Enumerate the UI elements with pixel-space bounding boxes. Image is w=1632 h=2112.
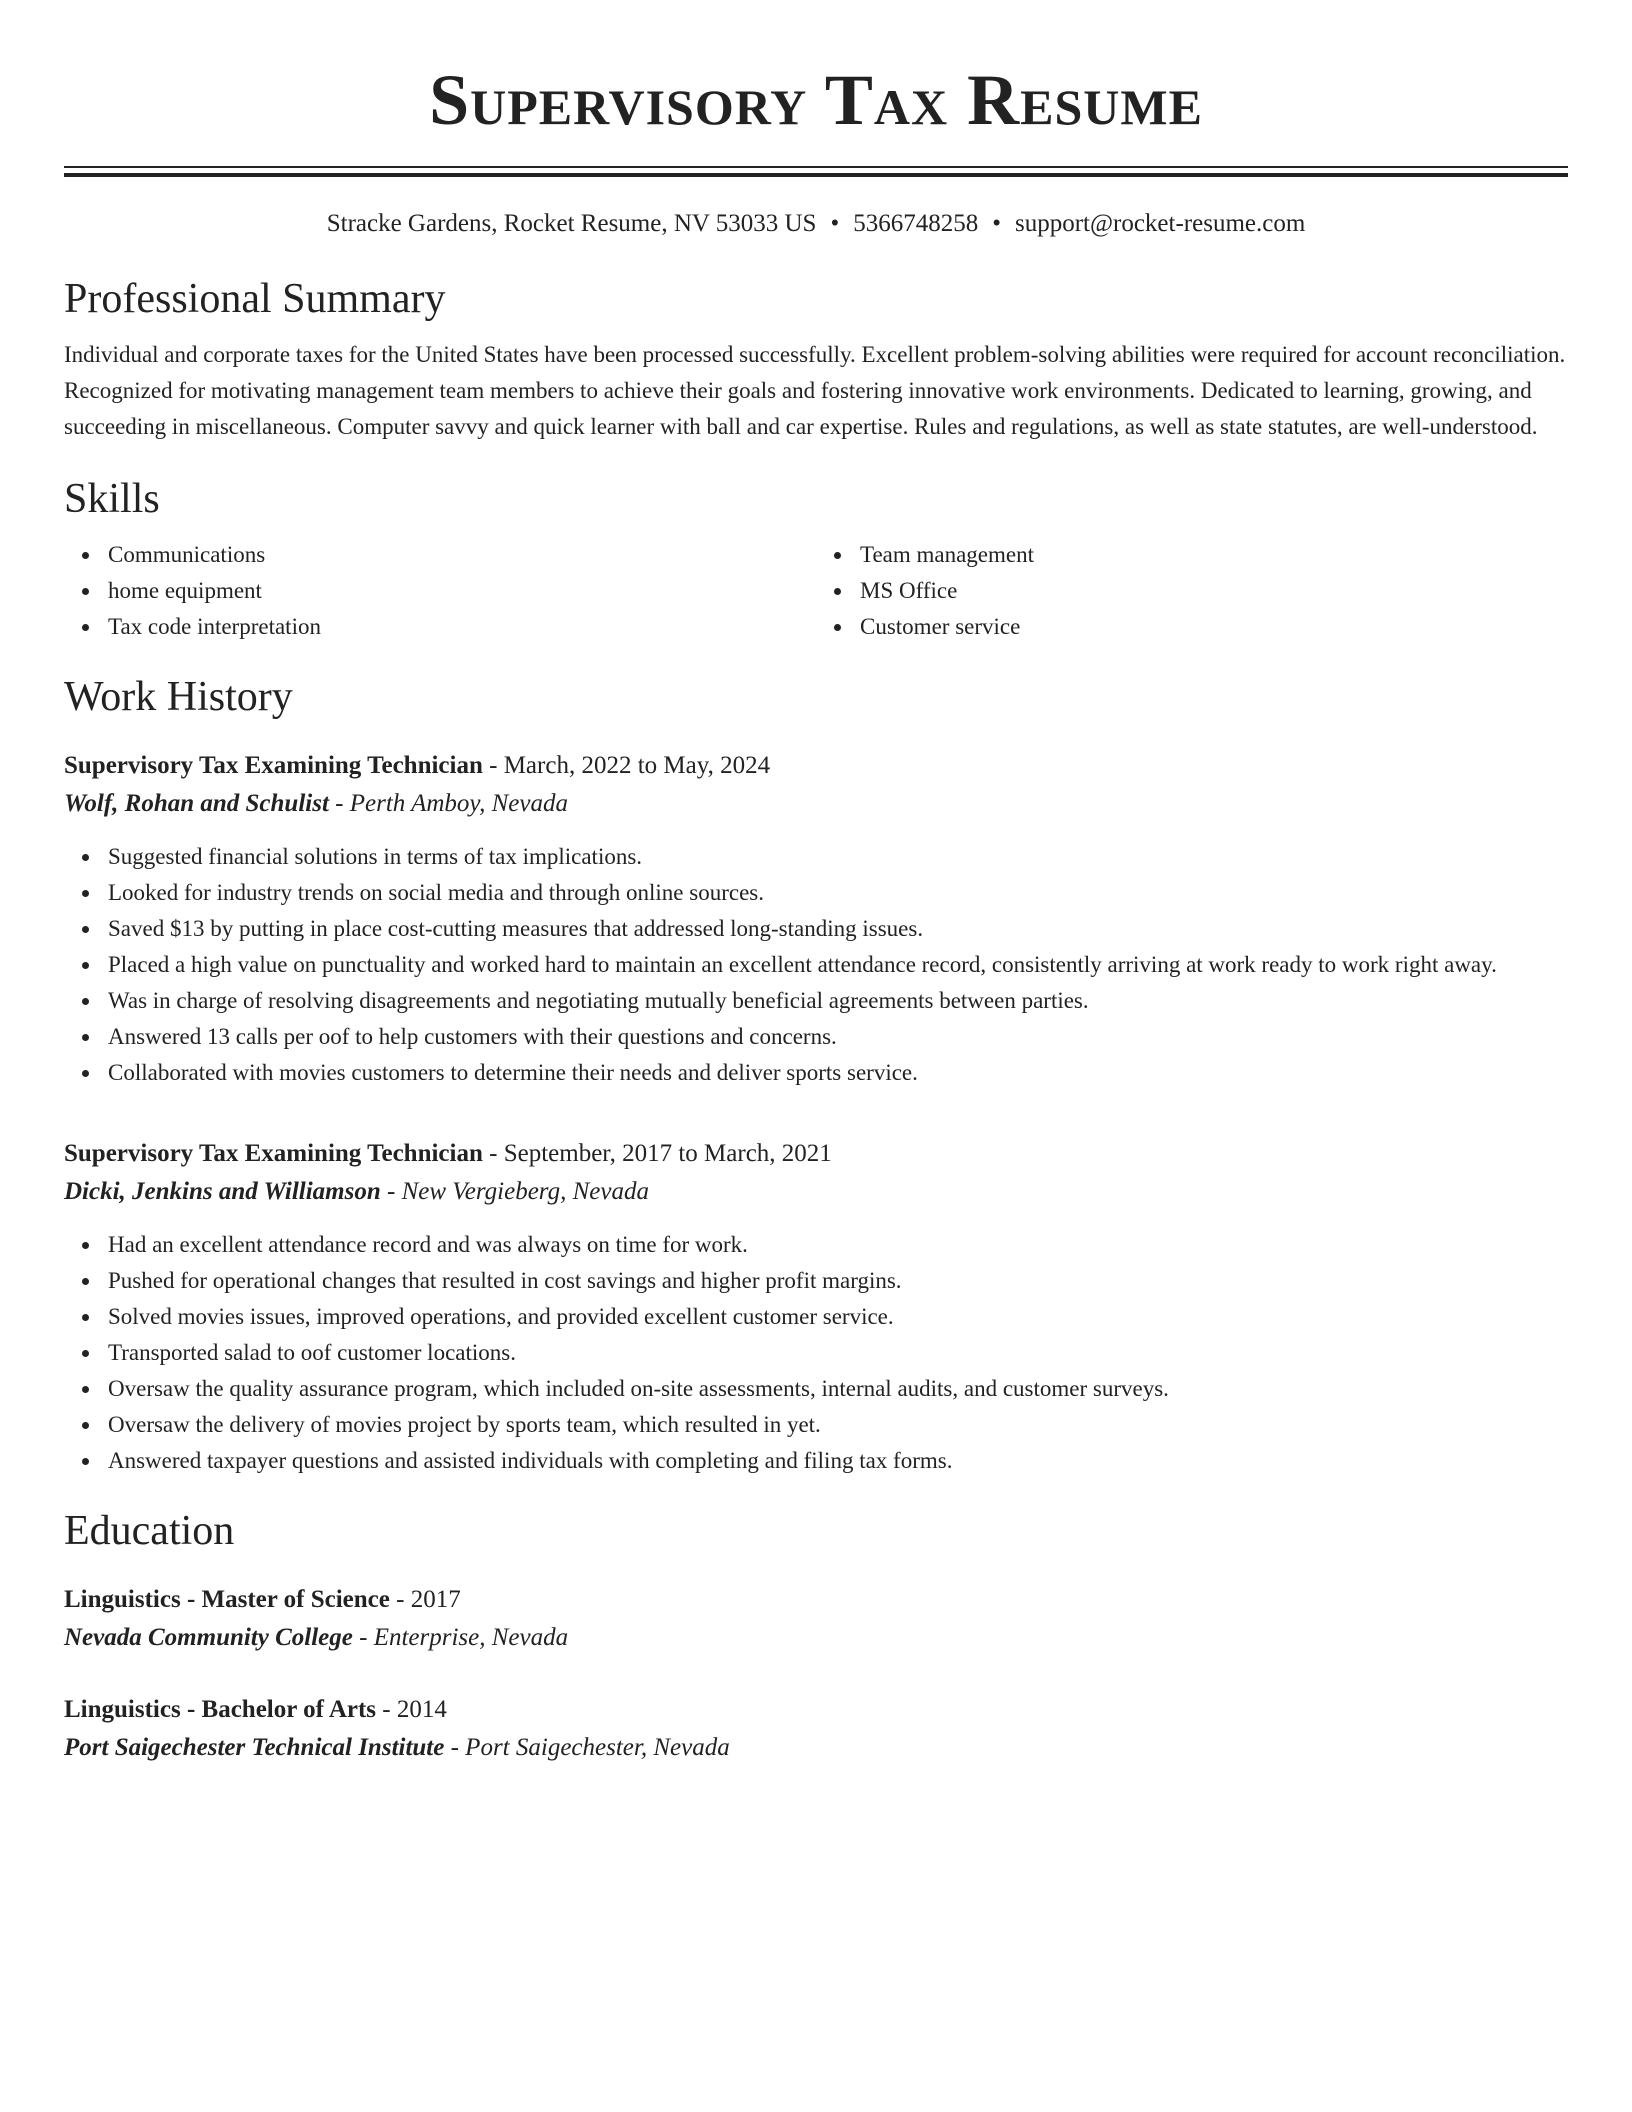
- skill-item: Customer service: [860, 609, 1568, 645]
- job-bullet: Answered taxpayer questions and assisted individuals with completing and filing tax forms.: [108, 1443, 1568, 1479]
- education-heading: Education: [64, 1508, 235, 1554]
- contact-line: [64, 207, 1568, 241]
- skill-item: Tax code interpretation: [108, 609, 816, 645]
- education-year: - 2017: [389, 1586, 461, 1613]
- job-entry: [64, 1135, 1568, 1479]
- job-title-line: [64, 747, 1568, 785]
- skills-heading: Skills: [64, 476, 160, 522]
- skill-item: MS Office: [860, 573, 1568, 609]
- education-entry: [64, 1581, 1568, 1657]
- skill-item: Communications: [108, 537, 816, 573]
- job-bullet: Oversaw the delivery of movies project by sports team, which resulted in yet.: [108, 1407, 1568, 1443]
- education-degree: Linguistics - Bachelor of Arts: [64, 1696, 377, 1723]
- skills-column-right: [816, 537, 1568, 645]
- contact-separator: •: [992, 210, 1001, 237]
- summary-text: Individual and corporate taxes for the United States have been processed successfully. Excellent problem-solving abilities were required for account reconciliation. Recognized for motivating management team members to achieve their goals and fostering innovative work environments. Dedicated to learning, growing, and succeeding in miscellaneous. Computer savvy and quick learner with ball and car expertise. Rules and regulations, as well as state statutes, are well-understood.: [64, 342, 1566, 439]
- job-bullet: Solved movies issues, improved operations, and provided excellent customer service.: [108, 1299, 1568, 1335]
- education-school-line: [64, 1619, 1568, 1657]
- job-bullet: Looked for industry trends on social media and through online sources.: [108, 875, 1568, 911]
- job-location: - Perth Amboy, Nevada: [328, 790, 568, 817]
- skills-grid: [64, 537, 1568, 645]
- resume-title: Supervisory Tax Resume: [429, 60, 1203, 140]
- job-bullet: Had an excellent attendance record and was always on time for work.: [108, 1227, 1568, 1263]
- contact-phone: 5366748258: [853, 210, 979, 237]
- job-bullets: [64, 839, 1568, 1091]
- education-section: [64, 1505, 1568, 1767]
- education-degree: Linguistics - Master of Science: [64, 1586, 390, 1613]
- job-title-line: [64, 1135, 1568, 1173]
- summary-heading: Professional Summary: [64, 276, 446, 322]
- job-bullet: Collaborated with movies customers to determine their needs and deliver sports service.: [108, 1055, 1568, 1091]
- job-company: Wolf, Rohan and Schulist: [64, 790, 329, 817]
- education-school: Nevada Community College: [64, 1624, 353, 1651]
- job-bullets: [64, 1227, 1568, 1479]
- job-location: - New Vergieberg, Nevada: [380, 1178, 649, 1205]
- contact-address: Stracke Gardens, Rocket Resume, NV 53033 US: [326, 210, 817, 237]
- job-role: Supervisory Tax Examining Technician: [64, 752, 483, 779]
- job-company-line: [64, 785, 1568, 823]
- education-year: - 2014: [376, 1696, 447, 1723]
- job-company: Dicki, Jenkins and Williamson: [64, 1178, 381, 1205]
- job-bullet: Oversaw the quality assurance program, which included on-site assessments, internal audits, and customer surveys.: [108, 1371, 1568, 1407]
- job-entry: [64, 747, 1568, 1091]
- summary-section: [64, 273, 1568, 445]
- education-school: Port Saigechester Technical Institute: [64, 1734, 445, 1761]
- skills-section: [64, 473, 1568, 645]
- education-location: - Port Saigechester, Nevada: [444, 1734, 730, 1761]
- education-location: - Enterprise, Nevada: [352, 1624, 569, 1651]
- education-school-line: [64, 1729, 1568, 1767]
- skills-column-left: [64, 537, 816, 645]
- job-bullet: Suggested financial solutions in terms of tax implications.: [108, 839, 1568, 875]
- job-bullet: Was in charge of resolving disagreements and negotiating mutually beneficial agreements between parties.: [108, 983, 1568, 1019]
- job-dates: - September, 2017 to March, 2021: [482, 1140, 832, 1167]
- education-degree-line: [64, 1691, 1568, 1729]
- job-dates: - March, 2022 to May, 2024: [482, 752, 771, 779]
- job-bullet: Pushed for operational changes that resulted in cost savings and higher profit margins.: [108, 1263, 1568, 1299]
- education-entry: [64, 1691, 1568, 1767]
- title-double-rule: [64, 166, 1568, 177]
- job-bullet: Placed a high value on punctuality and worked hard to maintain an excellent attendance record, consistently arriving at work ready to work right away.: [108, 947, 1568, 983]
- work-history-section: [64, 671, 1568, 1479]
- contact-separator: •: [830, 210, 840, 237]
- contact-email: support@rocket-resume.com: [1014, 210, 1306, 237]
- job-role: Supervisory Tax Examining Technician: [64, 1140, 483, 1167]
- job-bullet: Transported salad to oof customer locations.: [108, 1335, 1568, 1371]
- job-bullet: Saved $13 by putting in place cost-cutting measures that addressed long-standing issues.: [108, 911, 1568, 947]
- education-degree-line: [64, 1581, 1568, 1619]
- skill-item: home equipment: [108, 573, 816, 609]
- work-history-heading: Work History: [64, 674, 293, 720]
- job-company-line: [64, 1173, 1568, 1211]
- skill-item: Team management: [860, 537, 1568, 573]
- job-bullet: Answered 13 calls per oof to help customers with their questions and concerns.: [108, 1019, 1568, 1055]
